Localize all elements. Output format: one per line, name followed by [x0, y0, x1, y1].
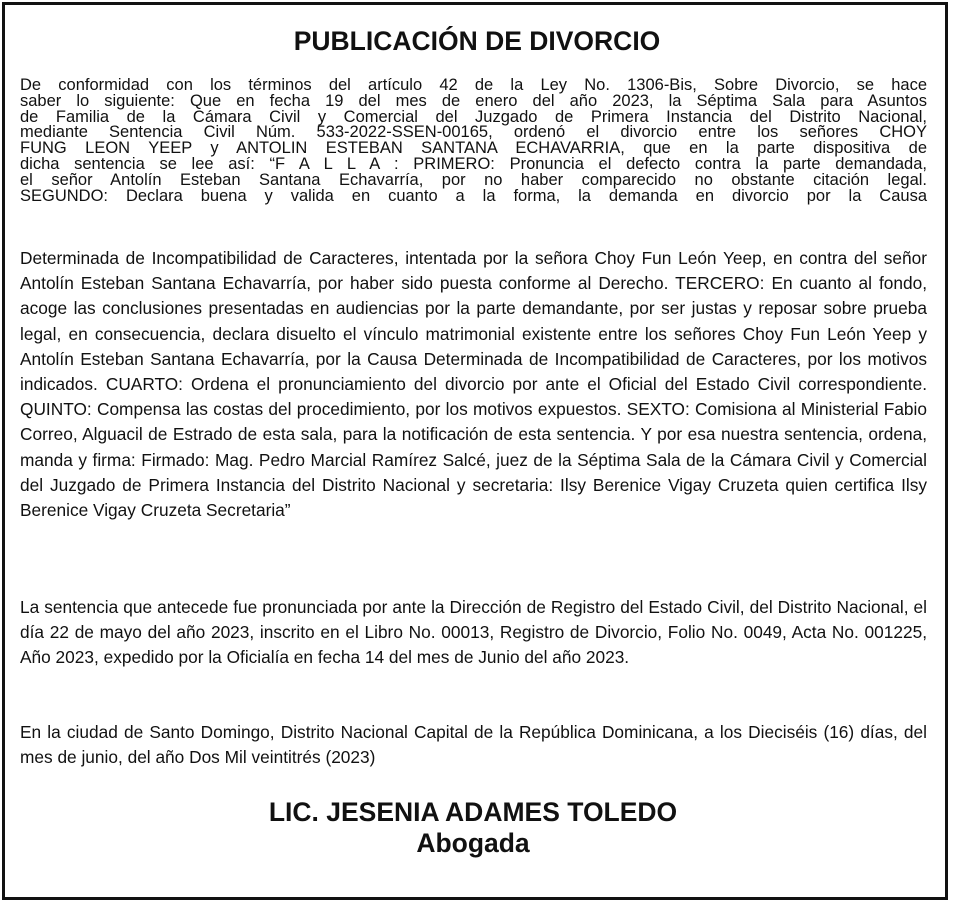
signatory-role: Abogada — [416, 828, 530, 858]
intro-line: el señor Antolín Esteban Santana Echavarría, por no haber comparecido no obstante citación legal. — [20, 170, 927, 189]
registry-paragraph: La sentencia que antecede fue pronunciada por ante la Dirección de Registro del Estado Civil, del Distrito Nacional, el día 22 de mayo del año 2023, inscrito en el Libro No. 00013, Registro de Divorcio, Folio No. 0049, Acta No. 001225, Año 2023, expedido por la Oficialía en fecha 14 del mes de Junio del año 2023. — [20, 597, 927, 668]
signatory-name: LIC. JESENIA ADAMES TOLEDO — [268, 797, 678, 827]
intro-line: mediante Sentencia Civil Núm. 533-2022-SSEN-00165, ordenó el divorcio entre los señores CHOY — [20, 123, 927, 142]
intro-line: De conformidad con los términos del artículo 42 de la Ley No. 1306-Bis, Sobre Divorcio, se hace — [20, 76, 927, 94]
intro-line: FUNG LEON YEEP y ANTOLIN ESTEBAN SANTANA ECHAVARRIA, que en la parte dispositiva de — [20, 139, 927, 158]
intro-line: saber lo siguiente: Que en fecha 19 del mes de enero del año 2023, la Séptima Sala para Asuntos — [20, 91, 927, 110]
notice-title: PUBLICACIÓN DE DIVORCIO — [293, 26, 661, 56]
intro-line: dicha sentencia se lee así: “F A L L A : PRIMERO: Pronuncia el defecto contra la parte demandada, — [20, 154, 927, 173]
closing-paragraph: En la ciudad de Santo Domingo, Distrito Nacional Capital de la República Dominicana, a los Dieciséis (16) días, del mes de junio, del año Dos Mil veintitrés (2023) — [20, 722, 927, 768]
ruling-paragraph: Determinada de Incompatibilidad de Caracteres, intentada por la señora Choy Fun León Yeep, en contra del señor Antolín Esteban Santana Echavarría, por haber sido puesta conforme al Derecho. TERCERO: En cuanto al fondo, acoge las conclusiones presentadas en audiencias por la parte demandante, por ser justas y reposar sobre prueba legal, en consecuencia, declara disuelto el vínculo matrimonial existente entre los señores Choy Fun León Yeep y Antolín Esteban Santana Echavarría, por la Causa Determinada de Incompatibilidad de Caracteres, por los motivos indicados. CUARTO: Ordena el pronunciamiento del divorcio por ante el Oficial del Estado Civil correspondiente. QUINTO: Compensa las costas del procedimiento, por los motivos expuestos. SEXTO: Comisiona al Ministerial Fabio Correo, Alguacil de Estrado de esta sala, para la notificación de esta sentencia. Y por esa nuestra sentencia, ordena, manda y firma: Firmado: Mag. Pedro Marcial Ramírez Salcé, juez de la Séptima Sala de la Cámara Civil y Comercial del Juzgado de Primera Instancia del Distrito Nacional y secretaria: Ilsy Berenice Vigay Cruzeta quien certifica Ilsy Berenice Vigay Cruzeta Secretaria” — [20, 248, 927, 521]
intro-line: SEGUNDO: Declara buena y valida en cuanto a la forma, la demanda en divorcio por la Causa — [20, 186, 927, 205]
intro-paragraph — [20, 78, 927, 204]
intro-line: de Familia de la Cámara Civil y Comercial del Juzgado de Primera Instancia del Distrito Nacional, — [20, 107, 927, 126]
